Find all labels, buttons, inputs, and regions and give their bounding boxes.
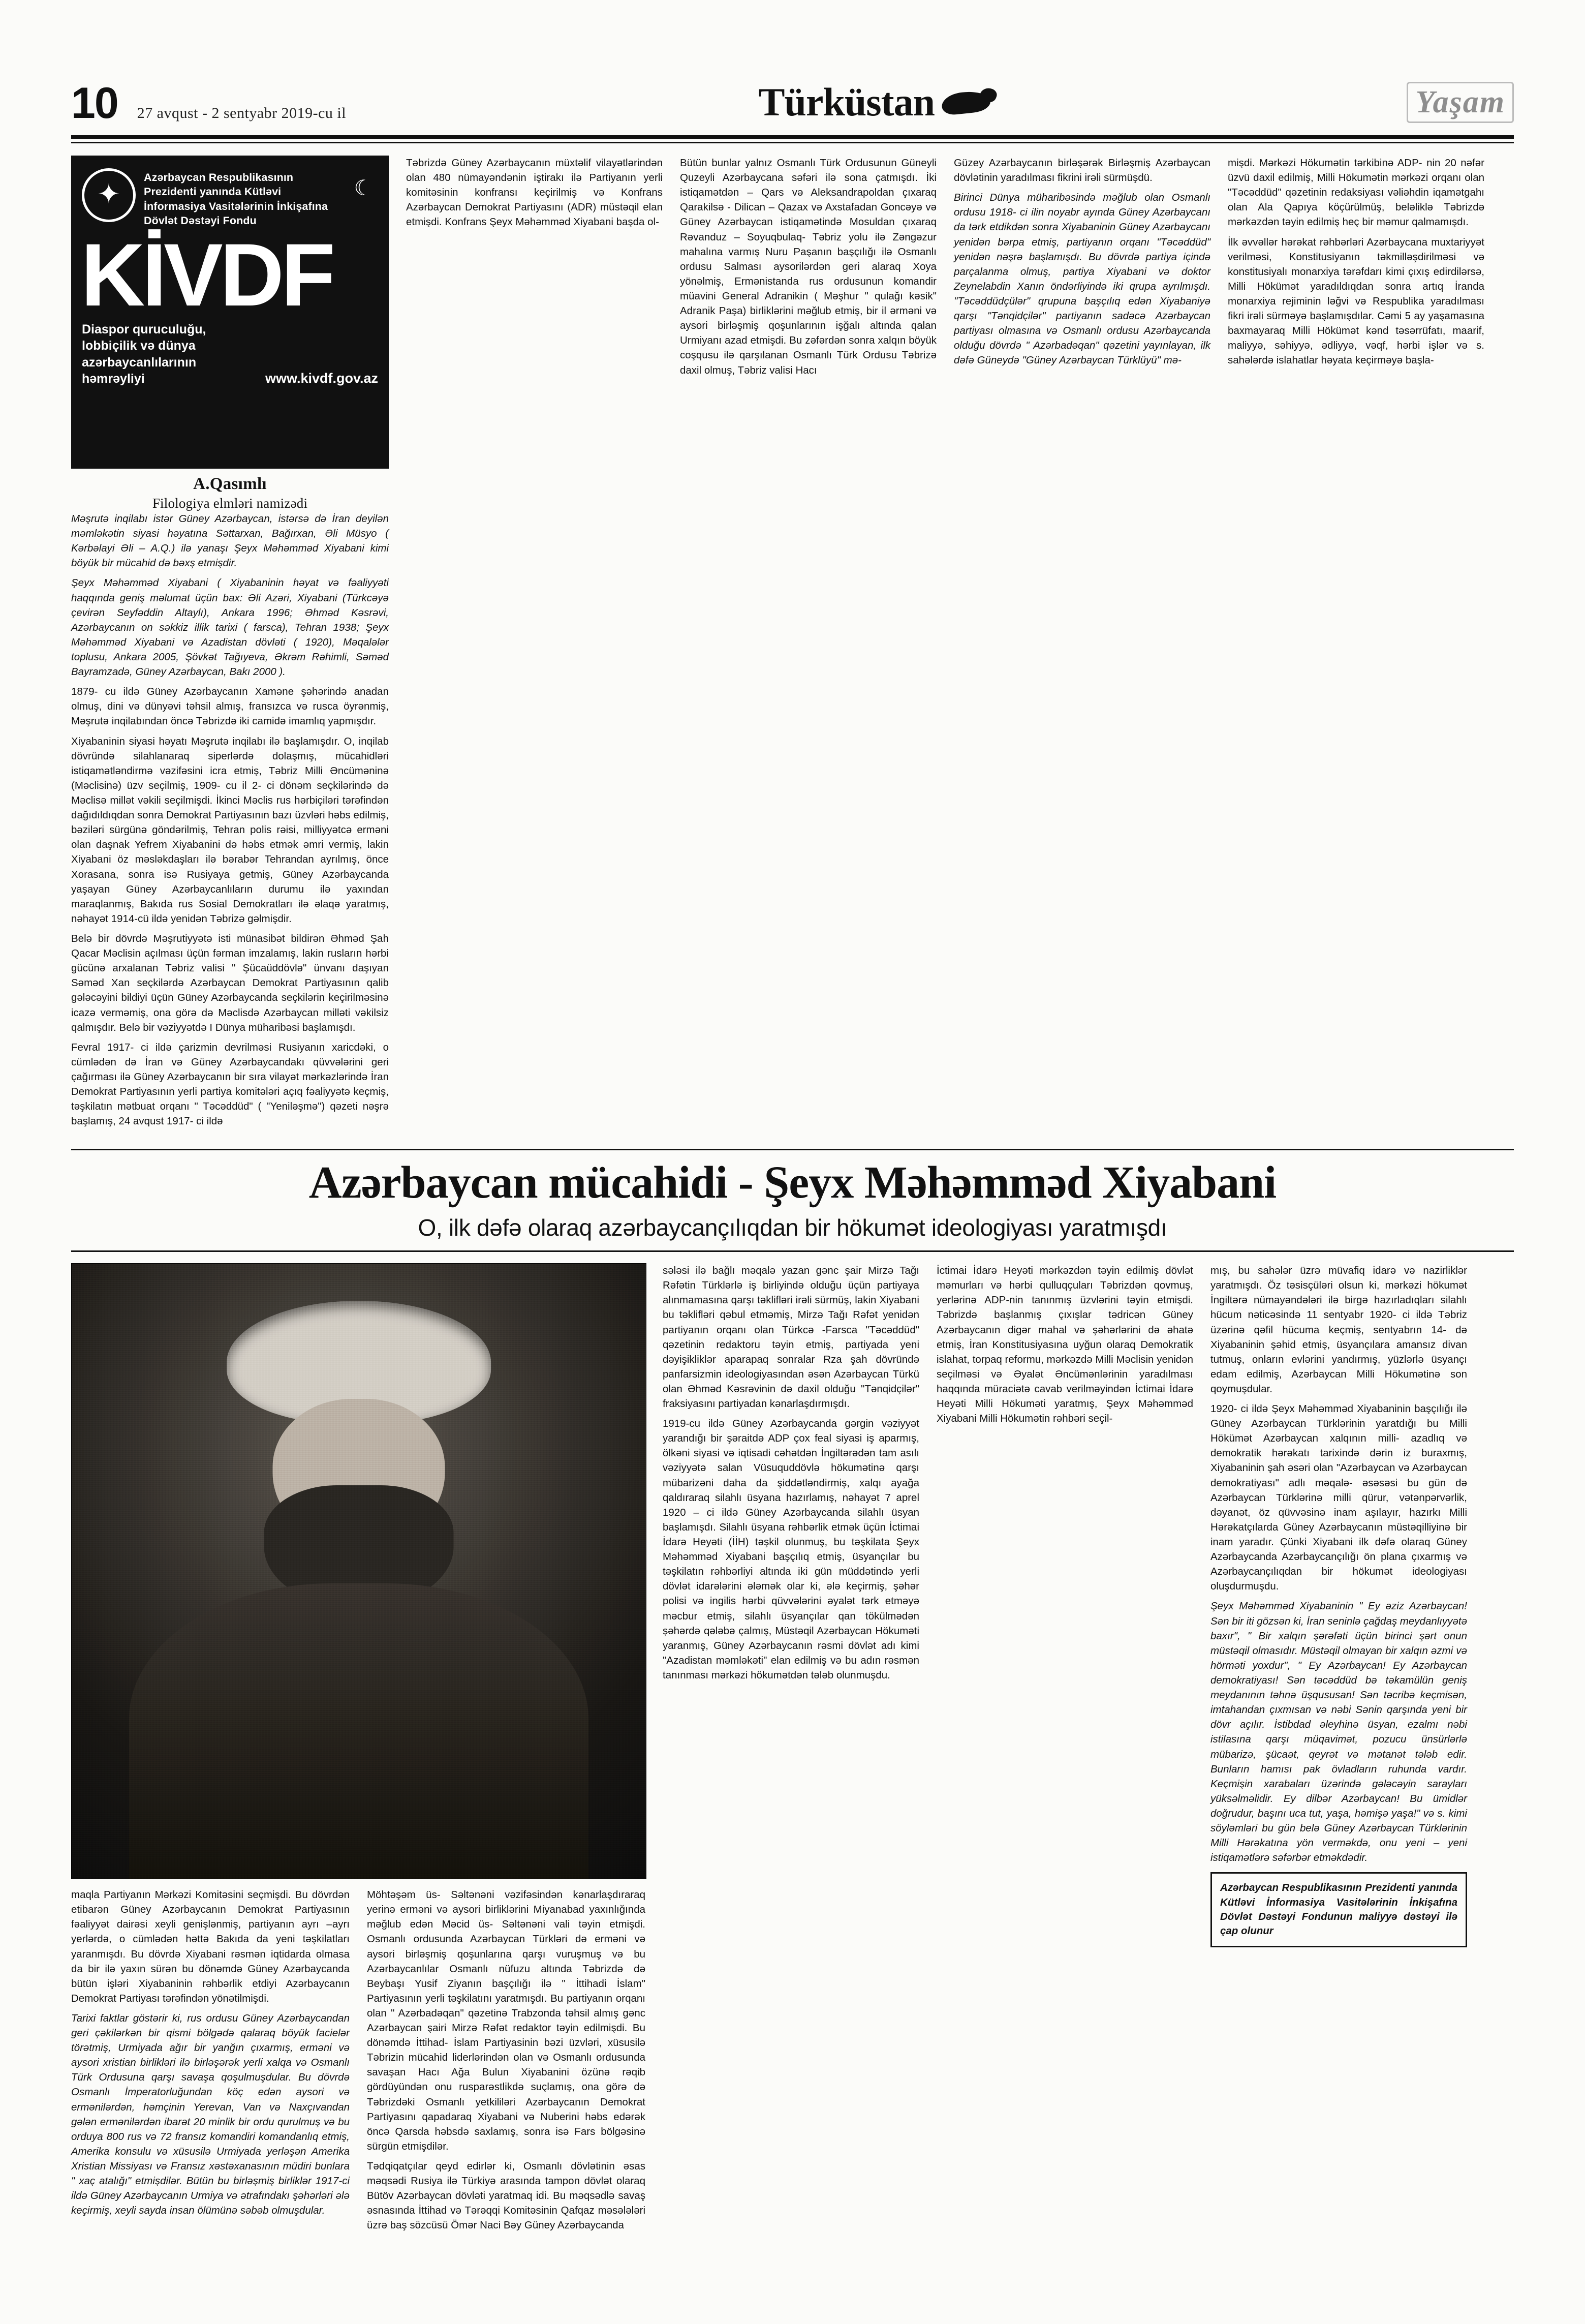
paragraph: Belə bir dövrdə Məşrutiyyətə isti münasibət bildirən Əhməd Şah Qacar Məclisin açılması üçün fərman imzalamış, lakin rusların hərbi gücünə arxalanan Təbriz valisi " Şücaüddövlə" ünvanı daşıyan Səməd Xan seçkilərdə Azərbaycan Demokrat Partiyasının qalib gələcəyini bildiyi üçün Güney Azərbaycanda seçkilərin keçirilməsinə icazə verməmiş, ona görə də Məclisdə Azərbaycan milləti vəkilsiz qalmışdır. Belə bir vəziyyətdə I Dünya müharibəsi başlamışdı. bbox=[71, 932, 389, 1033]
article-headline: Azərbaycan mücahidi - Şeyx Məhəmməd Xiyabani bbox=[308, 1157, 1277, 1208]
paragraph: 1920- ci ildə Şeyx Məhəmməd Xiyabaninin başçılığı ilə Güney Azərbaycan Türklərinin yaratdığı bu Milli Hökümət Azərbaycan xalqının milli- azadlıq və demokratik hərəkatı tarixində dərin iz buraxmış, Xiyabaninin şah əsəri olan "Azərbaycan və Azərbaycan demokratiyası" adlı məqalə- əsəsəsi bu gün də Azərbaycan Türklərinə milli qürur, vətənpərvərlik, dəyanət, öz qüvvəsinə inam aşılayır, hazırkı Milli Hərəkatçılarda Güney Azərbaycanın müstəqilliyinə bir inam yaradır. Çünki Xiyabani ilk dəfə olaraq Güney Azərbaycanda Azərbaycançılığı ön plana çıxarmış və Azərbaycançılıqdan bir hökumət ideologiyası oluşdurmuşdu. bbox=[1210, 1403, 1467, 1593]
page-content bbox=[0, 143, 1585, 2269]
column-9 bbox=[937, 1263, 1193, 2238]
state-emblem-star-icon: ✦ bbox=[82, 168, 136, 222]
section-title: Yaşam bbox=[1407, 82, 1514, 123]
paragraph: Şeyx Məhəmməd Xiyabaninin " Ey əziz Azərbaycan! Sən bir iti gözsən ki, İran seninlə çağdaş meydanlıyyətə baxır", " Bir xalqın şərəfəti üçün birinci şərt onun müstəqil olmasıdır. Müstəqil olmayan bir xalqın əzmi və hörməti yoxdur", " Ey Azərbaycan! Ey Azərbaycan demokratiyası! Sən təcəddüd bə təkamülün geniş meydanının təhnə üşqususan! Sən təcribə keçmisən, imtahandan çıxmısan və nəbi Sənin qarşında yeni bir dövr açılır. İstibdad əleyhinə üsyan, ezalmı nəbi istilasına qarşı müqavimət, pozucu ünsürlərlə mübarizə, şücaət, qeyrət və mətanət tələb edir. Bunların hamısı pak övladların ruhunda vardır. Keçmişin xarabaları üzərində gələcəyin sarayları yüksəlməlidir. Ey dilbər Azərbaycan! Bu ümidlər doğrudur, başını uca tut, yaşa, həmişə yaşa!" və s. kimi söyləmləri bu gün belə Güney Azərbaycan Türklərinin Milli Hərəkatına yön verməkdə, onu yeni – yeni istiqamətlərə səfərbər etməkdədir. bbox=[1210, 1600, 1467, 1864]
paragraph: 1879- cu ildə Güney Azərbaycanın Xaməne şəhərində anadan olmuş, dini və dünyəvi təhsil almış, fransızca və rusca öyrənmiş, Məşrutə inqilabından öncə Təbrizdə iki camidə imamlıq yapmışdır. bbox=[71, 686, 389, 727]
paragraph: İctimai İdarə Heyəti mərkəzdən təyin edilmiş dövlət məmurları və hərbi qulluqçuları Təbrizdən qovmuş, yerlərinə ADP-nin tanınmış üzvlərini təyin etmişdi. Təbrizdə başlanmış çıxışlar tədricən Güney Azərbaycanın digər mahal və şəhərlərini də əhatə etmiş, İran Konstitusiyasına uyğun olaraq Demokratik islahat, torpaq reformu, mərkəzdə Milli Məclisin yenidən seçilməsi və Əyalət Əncümənlərinin yaradılması haqqında müraciətə cavab verilməyindən İctimai İdarə Heyəti Milli Hökuməti yaratmış, Şeyx Məhəmməd Xiyabani Milli Hökumətin rəhbəri seçil- bbox=[937, 1265, 1193, 1425]
column-3 bbox=[680, 156, 937, 1134]
masthead-rule bbox=[71, 135, 1514, 139]
kivdf-promo-box[interactable] bbox=[71, 156, 389, 469]
kivdf-url[interactable]: www.kivdf.gov.az bbox=[265, 370, 378, 386]
column-7 bbox=[367, 1887, 645, 2238]
author-name: A.Qasımlı bbox=[193, 475, 267, 493]
paragraph: Şeyx Məhəmməd Xiyabani ( Xiyabaninin həyat və fəaliyyəti haqqında geniş məlumat üçün bax: Əli Azəri, Xiyabani (Türkcəyə çevirən Seyfəddin Altaylı), Ankara 1996; Əhməd Kəsrəvi, Azərbaycanın on səkkiz illik tarixi ( farsca), Tehran 1938; Şeyx Məhəmməd Xiyabani və Azadistan dövləti ( 1920), Məqalələr toplusu, Ankara 2005, Şövkət Tağıyeva, Əkrəm Rəhimli, Səməd Bayramzadə, Güney Azərbaycan, Bakı 2000 ). bbox=[71, 577, 389, 678]
newspaper-title-block bbox=[759, 79, 995, 125]
paragraph: Güzey Azərbaycanın birləşərək Birləşmiş Azərbaycan dövlətinin yaradılması fikrini irəli sürmüşdü. bbox=[954, 157, 1210, 184]
paragraph: Xiyabaninin siyasi həyatı Məşrutə inqilabı ilə başlamışdır. O, inqilab dövründə silahlanaraq siperlərdə dolaşmış, mücahidləri istiqamətləndirmə vəzifəsini icra etmiş, Təbriz Milli Əncüməninə (Məclisinə) üzv seçilmiş, 1909- cu il 2- ci dönəm seçkilərində də Məclisə millət vəkili seçilmişdi. İkinci Məclis rus hərbiçiləri tərəfindən dağıdıldıqdan sonra Demokrat Partiyasının bazı üzvləri həbs edilmiş, bəziləri sürgünə göndərilmiş, Tehran polis rəisi, milliyyətcə erməni olan daşnak Yefrem Xiyabanini də həbs etmək əmri vermiş, lakin Xiyabani öz məsləkdaşları ilə bərabər Tehrandan ayrılmış, önce Xorasana, sonra isə Rusiyaya getmiş, Güney Azərbaycanda yaşayan Güney Azərbaycanlıların durumu ilə yaxından maraqlanmış, Bakıda rus Sosial Demokratları ilə əlaqə yaratmış, nəhayət 1914-cü ildə yenidən Təbrizə gəlmişdir. bbox=[71, 735, 389, 925]
photo-column bbox=[71, 1263, 645, 2238]
paragraph: sələsi ilə bağlı məqalə yazan gənc şair Mirzə Tağı Rəfətin Türklərlə iş birliyində olduğu üçün partiyaya alınmamasına qarşı təklifləri irəli sürmüş, lakin Xiyabani bu təklifləri qəbul etməmiş, Mirzə Tağı Rəfət yenidən partiyanın orqanı olan Türkcə -Farsca "Təcəddüd" qəzetinin redaktoru təyin etmiş, partiyada yeni dəyişikliklər aparараq sonralar Rza şah dövründə panfarsizmin ideologiyasından əsən Azərbaycan Türkü olan Əhməd Kəsrəvinin də daxil olduğu "Tənqidçilər" fraksiyasını partiyadan kənarlaşdırmışdı. bbox=[663, 1265, 919, 1410]
lower-columns bbox=[71, 1263, 1514, 2238]
paragraph: İlk əvvəllər hərəkat rəhbərləri Azərbaycana muxtariyyət verilməsi, Konstitusiyanın təkmilləşdirilməsi və konstitusiyalı monarxiya tərəfdarı kimi çıxış edirdilərsə, Milli Hökümət yaradıldıqdan sonra artıq İranda monarxiya rejiminin ləğvi və Respublika yaradılması fikri irəli sürməyə başlamışdılar. Cəmi 5 ay yaşamasına baxmayaraq Milli Hökümət kənd təsərrüfatı, maarif, maliyyə, səhiyyə, ədliyyə, vəqf, hərbi işlər və s. sahələrdə islahatlar həyata keçirməyə başla- bbox=[1228, 236, 1484, 366]
paragraph: 1919-cu ildə Güney Azərbaycanda gərgin vəziyyət yarandığı bir şəraitdə ADP çox feal siyasi iş aparmış, ölkəni siyasi və iqtisadi cəhətdən İngiltərədən tam asılı vəziyyətə salan Vüsuquddövlə hökumətinə qarşı mübarizəni daha da şiddətləndirmiş, xalqı ayağa qaldıraraq silahlı üsyana hazırlamış, nəhayət 7 aprel 1920 – ci ildə Güney Azərbaycanda silahlı üsyan başlamışdı. Silahlı üsyana rəhbərlik etmək üçün İctimai İdarə Heyəti (İİH) təşkil olunmuş, bu təşkilata Şeyx Məhəmməd Xiyabani başçılıq etmiş, üsyançılar bu təşkilatın rəhbərliyi altında iki gün müddətində yerli dövlət idarələrini ələmək olar ki, ələ keçirmiş, şəhər polisi və ingilis hərbi qüvvələrini əyalət tərk etməyə məcbur etmiş, silahlı üsyançılar qan tökülmədən şəhərdə qələbə çalmış, Müstəqil Azərbaycan Hökuməti yaranmış, Güney Azərbaycanın rəsmi dövlət adı kimi "Azadistan məmləkəti" elan edilmiş və bu adın rəsmən tanınması mərkəzi hökumətdən tələb olunmuşdu. bbox=[663, 1418, 919, 1681]
issue-date: 27 avqust - 2 sentyabr 2019-cu il bbox=[137, 104, 347, 121]
paragraph: Tədqiqatçılar qeyd edirlər ki, Osmanlı dövlətinin əsas məqsədi Rusiya ilə Türkiyə arasında tampon dövlət olaraq Bütöv Azərbaycan dövləti yaratmaq idi. Bu məqsədlə savaş əsnasında İttihad və Tərəqqi Komitəsinin Qafqaz məsələləri üzrə baş sözcüsü Ömər Naci Bəy Güney Azərbaycanda bbox=[367, 2160, 645, 2231]
paragraph: Təbrizdə Güney Azərbaycanın müxtəlif vilayətlərindən olan 480 nümayəndənin iştirakı ilə Partiyanın yerli komitəsinin konfransı keçirilmiş və Konfrans Azərbaycan Demokrat Partiyasını (ADR) müstəqil elan etmişdi. Konfrans Şeyx Məhəmməd Xiyabani başda ol- bbox=[406, 157, 663, 228]
article-subheadline: O, ilk dəfə olaraq azərbaycançılıqdan bir hökumət ideologiyası yaratmışdı bbox=[418, 1214, 1167, 1241]
photo-under-columns bbox=[71, 1887, 645, 2238]
paragraph: maqla Partiyanın Mərkəzi Komitəsini seçmişdi. Bu dövrdən etibarən Güney Azərbaycanın Demokrat Partiyasının fəaliyyət dairəsi xeyli genişlənmiş, partiyanın ayrı –ayrı yerlərdə, o cümlədən həttə Bakıda da yeni təşkilatları yaranmışdı. Bu dövrdə Xiyabani rəsmən iqtidarda olmasa da bir ilə yaxın sürən bu dönəmdə Güney Azərbaycanda bütün işləri Xiyabaninin rəhbərlik etdiyi Azərbaycanın Demokrat Partiyası tərəfindən yönətilmişdi. bbox=[71, 1889, 350, 2004]
kivdf-header-text: Azərbaycan Respublikasının Prezidenti yanında Kütləvi İnformasiya Vasitələrinin İnkişafına Dövlət Dəstəyi Fondu bbox=[144, 171, 328, 227]
column-6 bbox=[71, 1887, 350, 2238]
page-number: 10 bbox=[71, 78, 118, 128]
portrait-photo-xiyabani bbox=[71, 1263, 646, 1879]
column-5 bbox=[1228, 156, 1484, 1134]
column-2 bbox=[406, 156, 663, 1134]
author-role: Filologiya elmləri namizədi bbox=[152, 496, 308, 511]
paragraph: mış, bu sahələr üzrə müvafiq idarə və nazirliklər yaratmışdı. Öz təsisçüləri olsun ki, mərkəzi hökumət İngiltərə nümayəndələri ilə birgə hazırladıqları silahlı hücum nəticəsində 11 sentyabr 1920- ci ildə Təbriz üzərinə qəfil hücuma keçmiş, sentyabrın 14- də Xiyabaninin şəhid etmiş, üsyançılara amansız divan tutmuş, onların evlərini yandırmış, yüzlərlə üsyançı edam edilmiş, Azərbaycan Milli Hökumətinə son qoymuşdular. bbox=[1210, 1265, 1467, 1395]
paragraph: Bütün bunlar yalnız Osmanlı Türk Ordusunun Güneyli Quzeyli Azərbaycana səfəri ilə sona çatmışdı. İki istiqamətdən – Qars və Aleksandrapoldan çıxaraq Qarakilsə - Dilican – Qazax və Axstafadan Goncəyə və Güney Azərbaycan istiqamətində Mosuldan çıxaraq Rəvanduz – Soyuqbulaq- Təbriz yolu ilə Zəngəzur mahalına varmış Nuru Paşanın başçılığı ilə Osmanlı ordusu Salması aysorilərdən geri alaraq Xoya yönəlmiş, Ermənistanda rus ordusunun komandir müavini General Adranikin ( Məşhur " qulağı kəsik" Adranik Paşa) birliklərini məğlub etmiş, bir il ərməni və aysori birləşmiş qoşunlarının işğalı altında qalan Urmiyanı azad etmişdi. Bu zəfərdən sonra xalqın böyük coşqusu ilə qarşılanan Osmanlı Türk Ordusu Təbrizə daxil olmuş, Təbriz valisi Hacı bbox=[680, 157, 937, 376]
paragraph: Birinci Dünya müharibəsində məğlub olan Osmanlı ordusu 1918- ci ilin noyabr ayında Güney Azərbaycanı da tərk etdikdən sonra Xiyabaninin Güney Azərbaycanı yenidən bərpa etmiş, partiyanın orqanı "Təcəddüd" yenidən nəşrə başlamışdı. Bu dövrdə partiya içində parçalanma olmuş, partiya Xiyabani və doktor Zeynelabdin Xanın öndərliyində iki qrupa ayrılmışdı. "Təcəddüdçülər" qrupuna başçılıq edən Xiyabaniyə qarşı "Tənqidçilər" partiyanın sadəcə Azərbaycan partiyası olmasına və Osmanlı ordusu Azərbaycanda olduğu dövrdə " Azərbadəqan" qəzetini yayınlayan, ilk dəfə Güneydə "Güney Azərbaycan Türklüyü" mə- bbox=[954, 192, 1210, 366]
paragraph: Tarixi faktlar göstərir ki, rus ordusu Güney Azərbaycandan geri çəkilərkən bir qismi bölgədə qalaraq böyük facielər törətmiş, Urmiyada ağır bir yanğın çıxarmış, erməni və aysori xristian birlikləri ilə birləşərək yerli xalqa və Osmanlı Türk Ordusuna qarşı savaşa qoşulmuşdular. Bu dövrdə Osmanlı İmperatorluğundan köç edən aysori və ermənilərdən, həmçinin Yerevan, Van və Naxçıvandan gələn ermənilərdən ibarət 20 minlik bir ordu qurulmuş və bu orduya 800 rus və 72 fransız komandiri komandanlıq etmiş, Amerika konsulu və xüsusilə Urmiyada yerləşən Amerika Xristian Missiyası və Fransız xəstəxanasının müdiri bunlara " xaç atalığı" etmişdilər. Bütün bu birləşmiş birliklər 1917-ci ildə Güney Azərbaycanın Urmiya və ətrafındakı şəhərləri ələ keçirmiş, xeyli sayda insan ölümünə səbəb olmuşdular. bbox=[71, 2012, 350, 2217]
paragraph: Məşrutə inqilabı istər Güney Azərbaycan, istərsə də İran deyilən məmləkətin siyasi həyatına Səttarxan, Bağırxan, Əli Müsyo ( Kərbəlayi Əli – A.Q.) ilə yanaşı Şeyx Məhəmməd Xiyabani kimi böyük bir mücahid də bəxş etmişdir. bbox=[71, 513, 389, 569]
kivdf-header bbox=[73, 157, 387, 231]
funding-note: Azərbaycan Respublikasının Prezidenti yanında Kütləvi İnformasiya Vasitələrinin İnkişafına Dövlət Dəstəyi Fondunun maliyyə dəstəyi ilə çap olunur bbox=[1210, 1872, 1467, 1947]
paragraph: Fevral 1917- ci ildə çarizmin devrilməsi Rusiyanın xaricdəki, o cümlədən də İran və Güney Azərbaycandakı qüvvələrini geri çağırması ilə Güney Azərbaycanın bir sıra vilayət mərkəzlərində İran Demokrat Partiyasının yerli partiya komitələri açıq fəaliyyətə keçmiş, təşkilatın mətbuat orqanı " Təcəddüd" ( "Yeniləşmə") qəzeti nəşrə başlamış, 24 avqust 1917- ci ildə bbox=[71, 1041, 389, 1127]
paragraph: Möhtəşəm üs- Səltənəni vəzifəsindən kənarlaşdıraraq yerinə erməni və aysori birliklərini Miyanabad yaxınlığında məğlub edən Məcid üs- Səltənəni vali təyin etmişdi. Osmanlı ordusunda Azərbaycan Türkləri də erməni və aysori birləşmiş qoşunlarına qarşı vuruşmuş və bu Azərbaycanlılar Osmanlı nüfuzu altında Təbrizdə də Beybaşı Yusif Ziyanın başçılığı ilə " İttihadi İslam" Partiyasının yerli təşkilatını yaratmışdı. Bu partiyanın orqanı olan " Azərbadəqan" qəzetinə Trabzonda təhsil almış gənc Azərbaycan şairi Mirzə Rəfət redaktor təyin edilmişdi. Bu dönəmdə İttihad- İslam Partiyasinin bəzi üzvləri, xüsusilə Təbrizin mücahid liderlərindən olan və Osmanlı ordusunda savaşan Hacı Ağa Bulun Xiyabanini özünə rəqib gördüyündən onu rusparəstlikdə suçlamış, ona görə də Təbrizdəki Osmanlı yetkililəri Azərbaycanın Demokrat Partiyasını qapadaraq Xiyabani və Nuberini həbs edərək öncə Qarsda həbsdə saxlamış, sonra isə Fars bölgəsinə sürgün etmişdilər. bbox=[367, 1889, 645, 2152]
kivdf-wordmark: KİVDF bbox=[81, 225, 332, 325]
author-block bbox=[71, 475, 389, 511]
kivdf-footer bbox=[73, 316, 387, 397]
paragraph: mişdi. Mərkəzi Hökumətin tərkibinə ADP- nin 20 nəfər üzvü daxil edilmiş, Milli Hökumətin mərkəzi orqanı olan "Təcəddüd" qəzetinin redaksiyası vəliəhdin iqamətgahı olan Ala Qapıya köçürülmüş, beləliklə Təbrizdə mərkəzdən təyin edilmiş heç bir məmur qalmamışdı. bbox=[1228, 157, 1484, 228]
column-1-body bbox=[71, 511, 389, 1128]
column-1 bbox=[71, 156, 389, 1134]
headline-block bbox=[71, 1149, 1514, 1252]
kivdf-subtitle: Diaspor quruculuğu, lobbiçilik və dünya azərbaycanlılarının həmrəyliyi bbox=[82, 322, 206, 386]
column-10 bbox=[1210, 1263, 1467, 2238]
newspaper-title: Türküstan bbox=[758, 80, 935, 124]
column-4 bbox=[954, 156, 1210, 1134]
masthead bbox=[0, 0, 1585, 128]
crescent-moon-icon: ☾ bbox=[354, 176, 373, 200]
column-8 bbox=[663, 1263, 919, 2238]
top-columns bbox=[71, 156, 1514, 1134]
bird-silhouette-icon bbox=[942, 88, 994, 116]
headline-rule bbox=[71, 1250, 1514, 1252]
masthead-left bbox=[71, 78, 347, 128]
